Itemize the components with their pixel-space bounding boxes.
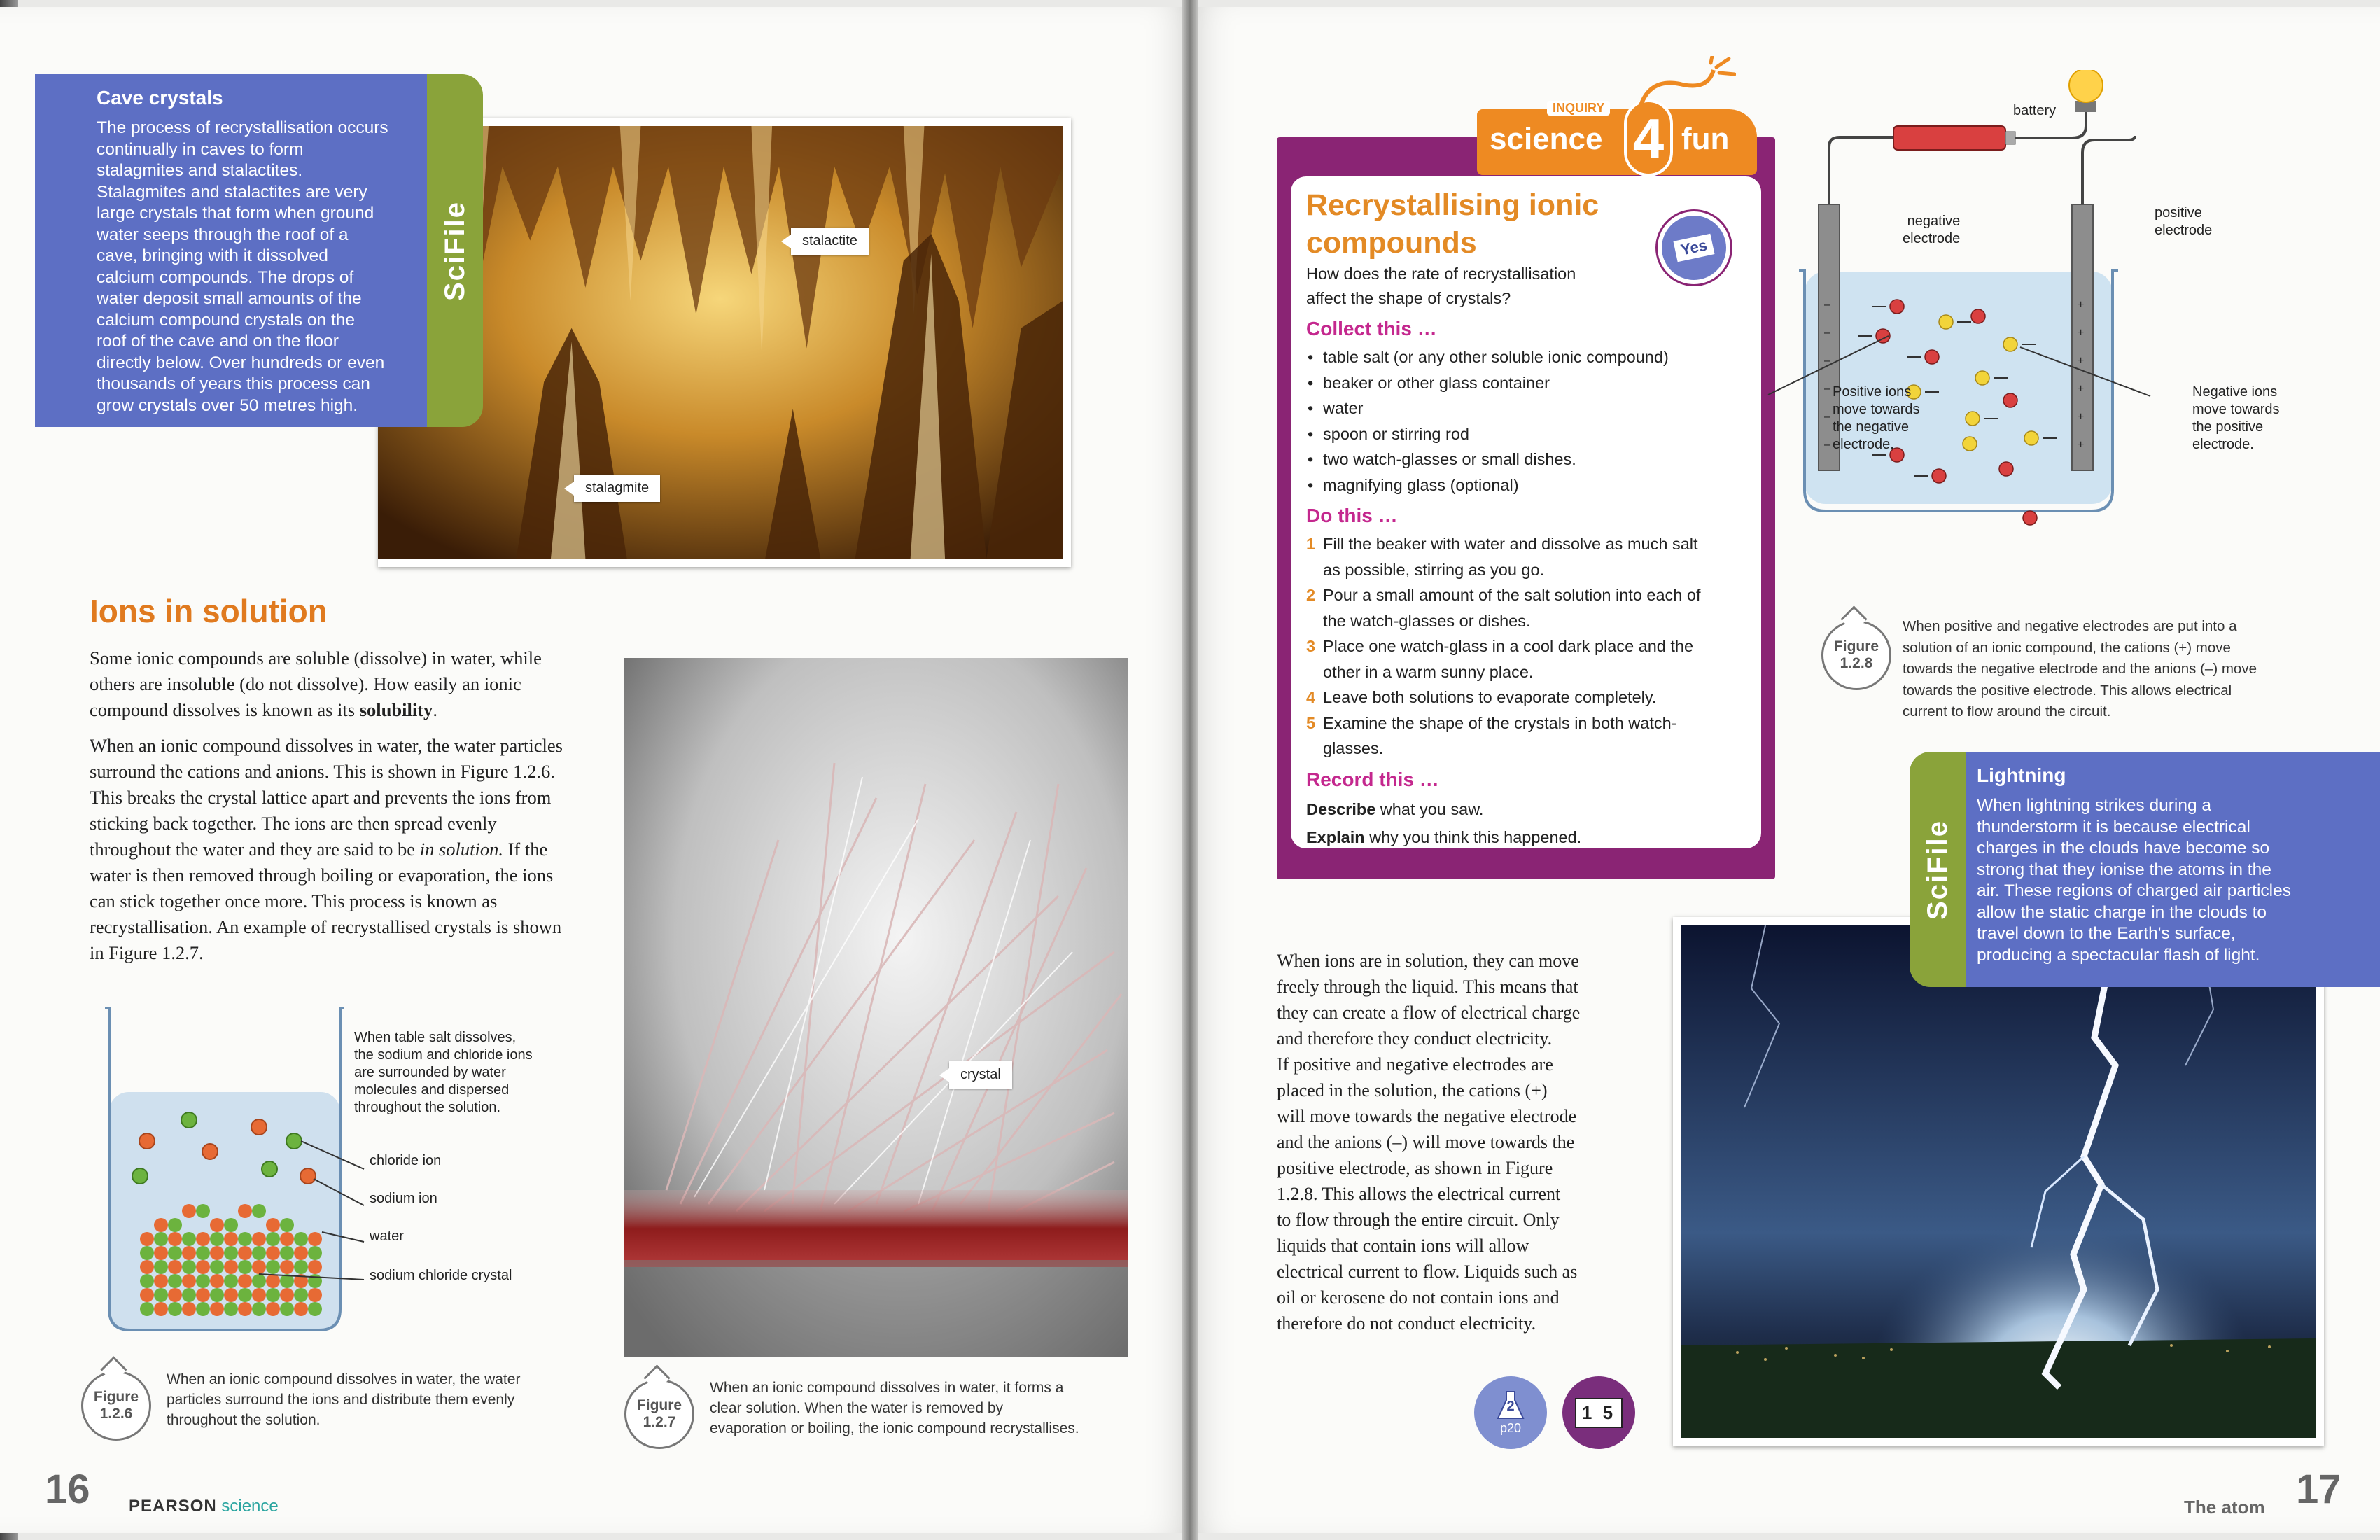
step-item <box>1306 685 1746 710</box>
flask-number: 2 <box>1506 1399 1515 1414</box>
text-line: will move towards the negative electrode <box>1277 1106 1577 1126</box>
svg-text:+: + <box>2078 383 2085 395</box>
text-line: glasses. <box>1323 739 1384 757</box>
text-run: why you think this happened. <box>1364 827 1582 846</box>
text-line: If positive and negative electrodes are <box>1277 1054 1553 1074</box>
text-line: When lightning strikes during a <box>1977 796 2212 815</box>
badge-word: Figure <box>93 1389 139 1405</box>
book-gutter <box>1182 0 1198 1540</box>
text-line: calcium compounds. The drops of <box>97 267 354 287</box>
text-line: When positive and negative electrodes are put into a <box>1903 618 2237 634</box>
badge-number: 1.2.7 <box>643 1414 676 1430</box>
text-line: stalagmites and stalactites. <box>97 161 303 180</box>
text-line: placed in the solution, the cations (+) <box>1277 1080 1548 1100</box>
label-negative-electrode <box>1903 213 1960 248</box>
steps-list <box>1306 531 1746 762</box>
text-line: 1.2.8. This allows the electrical current <box>1277 1184 1561 1204</box>
label-stalagmite: stalagmite <box>574 475 660 502</box>
step-number: 3 <box>1306 637 1316 655</box>
label-water: water <box>370 1228 404 1244</box>
page-number-16: 16 <box>45 1466 90 1512</box>
text-line: water seeps through the roof of a <box>97 225 349 244</box>
text-line: towards the positive electrode. This allows electrical <box>1903 682 2232 699</box>
record-describe <box>1306 795 1746 823</box>
svg-text:+: + <box>2078 327 2085 339</box>
text-line: freely through the liquid. This means that <box>1277 976 1578 997</box>
book-activity-icon[interactable] <box>1562 1376 1635 1449</box>
banner-science: science <box>1490 122 1603 156</box>
step-number: 1 <box>1306 535 1316 553</box>
text-line: Pour a small amount of the salt solution into each of <box>1323 586 1701 604</box>
section-heading-ions-in-solution: Ions in solution <box>90 593 328 629</box>
text-line: When an ionic compound dissolves in water, it forms a <box>710 1380 1064 1396</box>
label-crystal: crystal <box>949 1061 1012 1088</box>
text-line: other in a warm sunny place. <box>1323 662 1534 681</box>
term-solubility: solubility <box>359 699 433 720</box>
text-line: electrode. <box>1833 437 1894 452</box>
label-negative-ions <box>2192 384 2280 454</box>
scifile-tab-label: SciFile <box>1921 819 1953 920</box>
text-line: grow crystals over 50 metres high. <box>97 396 358 415</box>
text-run: If the water is then removed through boiling or evaporation, the ions can stick together once more. This process is known as recrystallisation. An example of recrystallised crystals is shown in Figure 1.2.7. <box>90 839 562 963</box>
svg-text:–: – <box>1824 299 1830 311</box>
lightning-image <box>1681 925 2316 1438</box>
text-line: roof of the cave and on the floor <box>97 332 339 351</box>
text-line: and the anions (–) will move towards the <box>1277 1132 1575 1152</box>
figure-badge-1-2-6 <box>81 1371 151 1441</box>
text-line: The process of recrystallisation occurs <box>97 118 388 137</box>
banner-fun: fun <box>1681 122 1730 156</box>
text-line: When an ionic compound dissolves in water, the water <box>167 1371 521 1387</box>
flask-page: p20 <box>1499 1420 1522 1435</box>
lightning-photo <box>1673 917 2324 1446</box>
text-line: are surrounded by water <box>354 1065 506 1080</box>
text-line: thousands of years this process can <box>97 374 370 393</box>
text-line: throughout the solution. <box>354 1100 501 1115</box>
svg-text:+: + <box>2078 355 2085 367</box>
text-line: throughout the solution. <box>167 1412 321 1428</box>
text-line: Stalagmites and stalactites are very <box>97 182 368 202</box>
label-battery: battery <box>2013 103 2057 118</box>
text-line: evaporation or boiling, the ionic compound recrystallises. <box>710 1420 1079 1436</box>
banner-inquiry: INQUIRY <box>1547 101 1610 115</box>
flask-activity-icon[interactable] <box>1474 1376 1547 1449</box>
text-line: positive electrode, as shown in Figure <box>1277 1158 1553 1178</box>
text-line: thunderstorm it is because electrical <box>1977 817 2250 836</box>
label-sodium-ion: sodium ion <box>370 1191 438 1206</box>
text-line: Examine the shape of the crystals in both watch- <box>1323 713 1677 732</box>
text-line: When table salt dissolves, <box>354 1030 517 1045</box>
svg-text:+: + <box>2078 299 2085 311</box>
paragraph-dissolving <box>90 733 580 966</box>
paragraph-solubility <box>90 645 580 723</box>
svg-text:+: + <box>2078 439 2085 451</box>
step-number: 4 <box>1306 688 1316 706</box>
text-line: cave, bringing with it dissolved <box>97 246 328 265</box>
right-page <box>1190 7 2380 1533</box>
left-body-text <box>90 645 580 976</box>
text-line: move towards <box>1833 402 1920 417</box>
figure-badge-1-2-8 <box>1821 620 1891 690</box>
text-line: particles surround the ions and distribute them evenly <box>167 1392 515 1408</box>
svg-text:–: – <box>1824 439 1830 451</box>
text-line: large crystals that form when ground <box>97 204 374 223</box>
step-item <box>1306 582 1746 634</box>
text-run: Some ionic compounds are soluble (dissolve) in water, while others are insoluble (do not dissolve). How easily an ionic compound dissolves is known as its <box>90 648 542 720</box>
crystal-photo <box>624 658 1128 1357</box>
text-line: strong that they ionise the atoms in the <box>1977 860 2272 879</box>
text-line: directly below. Over hundreds or even <box>97 353 385 372</box>
lightning-scifile-tab <box>1910 752 1966 987</box>
text-run: Describe <box>1306 799 1376 818</box>
text-line: continually in caves to form <box>97 139 304 159</box>
text-run: Explain <box>1306 827 1365 846</box>
book-numbers: 1 5 <box>1575 1398 1623 1428</box>
publisher-logo <box>129 1497 279 1516</box>
text-line: to flow through the entire circuit. Only <box>1277 1210 1560 1230</box>
lightning-scifile-title: Lightning <box>1977 764 2066 786</box>
text-line: Leave both solutions to evaporate completely. <box>1323 688 1657 706</box>
badge-number: 1.2.6 <box>99 1406 133 1422</box>
publisher-science: science <box>221 1497 279 1516</box>
publisher-word: PEARSON <box>129 1497 217 1516</box>
text-line: clear solution. When the water is removed by <box>710 1400 1004 1416</box>
svg-text:+: + <box>2078 411 2085 423</box>
list-item: • magnifying glass (optional) <box>1306 472 1746 498</box>
step-number: 2 <box>1306 586 1316 604</box>
left-page <box>0 7 1190 1533</box>
page-number-17: 17 <box>2296 1466 2342 1512</box>
label-positive-electrode <box>2155 204 2212 239</box>
text-line: liquids that contain ions will allow <box>1277 1236 1530 1256</box>
figure-127-caption <box>710 1378 1079 1438</box>
cave-scifile-title: Cave crystals <box>97 87 223 108</box>
label-sodium-chloride-crystal: sodium chloride crystal <box>370 1268 512 1283</box>
text-line: move towards <box>2192 402 2280 417</box>
text-line: How does the rate of recrystallisation <box>1306 265 1576 283</box>
text-line: air. These regions of charged air particles <box>1977 881 2291 900</box>
svg-text:–: – <box>1824 327 1830 339</box>
record-heading: Record this … <box>1306 768 1439 790</box>
text-line: current to flow around the circuit. <box>1903 704 2111 720</box>
text-line: travel down to the Earth's surface, <box>1977 924 2236 943</box>
label-chloride-ion: chloride ion <box>370 1153 442 1168</box>
figure-126-caption <box>167 1369 520 1430</box>
text-line: and therefore they conduct electricity. <box>1277 1028 1553 1049</box>
text-line: solution of an ionic compound, the cations (+) move <box>1903 639 2231 656</box>
text-line: Positive ions <box>1833 384 1912 400</box>
crystal-image <box>624 658 1128 1357</box>
electrolysis-diagram <box>1708 70 2324 616</box>
text-line: Place one watch-glass in a cool dark place and the <box>1323 637 1694 655</box>
svg-text:–: – <box>1824 383 1830 395</box>
text-run: . <box>433 699 438 720</box>
text-line: oil or kerosene do not contain ions and <box>1277 1287 1560 1308</box>
text-line: towards the negative electrode and the anions (–) move <box>1903 661 2257 677</box>
list-item: • spoon or stirring rod <box>1306 421 1746 447</box>
text-line: electrode. <box>2192 437 2254 452</box>
text-line: compounds <box>1306 226 1477 260</box>
text-run: what you saw. <box>1376 799 1484 818</box>
label-stalactite: stalactite <box>791 227 869 255</box>
text-line: Fill the beaker with water and dissolve as much salt <box>1323 535 1698 553</box>
step-item <box>1306 531 1746 582</box>
text-line: producing a spectacular flash of light. <box>1977 945 2260 965</box>
collect-heading: Collect this … <box>1306 318 1437 340</box>
text-line: water deposit small amounts of the <box>97 289 362 308</box>
step-item <box>1306 634 1746 685</box>
lightning-scifile-body <box>1977 795 2373 966</box>
text-line: positive <box>2155 205 2202 220</box>
text-line: affect the shape of crystals? <box>1306 289 1511 307</box>
do-heading: Do this … <box>1306 505 1398 526</box>
text-line: electrode <box>1903 231 1961 246</box>
chapter-name: The atom <box>2184 1497 2265 1518</box>
text-line: charges in the clouds have become so <box>1977 839 2270 858</box>
banner-number: 4 <box>1624 99 1673 176</box>
text-line: the negative <box>1833 419 1909 435</box>
text-line: therefore do not conduct electricity. <box>1277 1313 1536 1334</box>
yes-label: Yes <box>1674 234 1715 262</box>
collect-list <box>1306 344 1746 498</box>
badge-word: Figure <box>1833 638 1879 654</box>
text-line: electrode <box>2155 223 2213 238</box>
text-run: When an ionic compound dissolves in water, the water particles surround the cations and anions. This is shown in Figure 1.2.6. This breaks the crystal lattice apart and prevents the ions from sticking back together. The ions are then spread evenly throughout the water and they are said to be <box>90 735 563 860</box>
lightning-scifile-box <box>1966 752 2380 987</box>
figure-128-caption <box>1903 616 2257 723</box>
text-line: electrical current to flow. Liquids such as <box>1277 1261 1578 1282</box>
svg-text:–: – <box>1824 411 1830 423</box>
text-line: allow the static charge in the clouds to <box>1977 902 2267 922</box>
text-line: molecules and dispersed <box>354 1082 510 1098</box>
text-line: calcium compound crystals on the <box>97 310 356 330</box>
step-number: 5 <box>1306 713 1316 732</box>
text-line: Negative ions <box>2192 384 2278 400</box>
cave-scifile-body <box>97 118 427 416</box>
cave-scifile-box <box>35 74 427 427</box>
text-line: the positive <box>2192 419 2264 435</box>
figure-badge-1-2-7 <box>624 1379 694 1449</box>
list-item: • table salt (or any other soluble ionic compound) <box>1306 344 1746 370</box>
text-line: as possible, stirring as you go. <box>1323 560 1545 579</box>
right-body-text <box>1277 948 1655 1336</box>
list-item: • beaker or other glass container <box>1306 370 1746 396</box>
step-item <box>1306 710 1746 762</box>
list-item: • two watch-glasses or small dishes. <box>1306 447 1746 472</box>
figure-126-intro <box>354 1029 533 1116</box>
text-line: negative <box>1907 214 1961 229</box>
text-line: the watch-glasses or dishes. <box>1323 611 1531 630</box>
term-in-solution: in solution. <box>419 839 503 860</box>
svg-text:–: – <box>1824 355 1830 367</box>
record-explain <box>1306 823 1746 851</box>
text-line: they can create a flow of electrical charge <box>1277 1002 1581 1023</box>
label-positive-ions <box>1833 384 1920 454</box>
badge-word: Figure <box>636 1397 682 1413</box>
cave-scifile-tab <box>427 74 483 427</box>
scifile-tab-label: SciFile <box>439 200 470 301</box>
text-line: the sodium and chloride ions <box>354 1047 533 1063</box>
text-line: When ions are in solution, they can move <box>1277 951 1579 971</box>
list-item: • water <box>1306 396 1746 421</box>
badge-number: 1.2.8 <box>1840 655 1873 671</box>
text-line: Recrystallising ionic <box>1306 188 1600 222</box>
